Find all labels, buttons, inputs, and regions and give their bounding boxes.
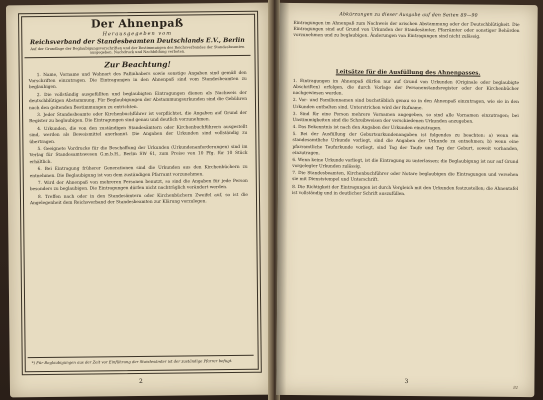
page-title: Der Ahnenpaß — [90, 16, 184, 31]
paragraph: 1. Name, Vorname und Wohnort des Paßinhabers sowie sonstige Angaben sind gemäß den Vorschriften einzutragen. Die Eintragungen in den Ahnenpaß sind vom Standesbeamten zu beglaubigen. — [28, 70, 247, 91]
paragraph: 5. Geeignete Vordrucke für die Beschaffung der Urkunden (Urkundenanforderungen) sind im Verlag für Standesamtswesen G.m.b.H., Berlin SW 61, zum Preise von 10 Pfg. für 10 Stück erhältlich. — [29, 145, 248, 165]
paragraph: 4. Urkunden, die von den zuständigen Standesämtern oder Kirchenbuchführern ausgestellt sind, werden als Beweismittel anerkannt. Die Angaben der Urkunden sind vollständig zu übertragen. — [29, 124, 248, 145]
right-page — [276, 3, 537, 397]
paragraph: 2. Die vollständig ausgefüllten und beglaubigten Eintragungen dienen als Nachweis der deutschblütigen Abstammung. Für Beglaubigungen der Abstammungsurkunden sind die Gebühren nach den geltenden Bestimmungen zu entrichten. — [28, 90, 247, 111]
section-title: Zur Beachtung! — [104, 59, 171, 70]
publisher-note: Auf der Grundlage der Beglaubigungsvorschriften und der Bestimmungen des Reichsverbandes der Standesbeamten ausgegeben. Nachdruck und Nachbildung verboten. — [30, 44, 245, 55]
intro-text: Eintragungen im Ahnenpaß zum Nachweis der arischen Abstammung oder der Deutschblütigkeit. Die Eintragungen sind auf Grund von Urkunden der Standesämter, Pfarrämter oder sonstiger Behörden vorzunehmen und zu beglaubigen. Änderungen von Eintragungen sind nicht zulässig. — [293, 21, 520, 40]
paragraph: 8. Die Richtigkeit der Eintragungen ist durch Vergleich mit den Urkunden festzustellen; die Ahnentafel ist vollständig und in deutlicher Schrift auszufüllen. — [292, 184, 519, 197]
left-page — [6, 3, 272, 398]
page-stamp: 81 — [513, 384, 519, 390]
paragraph: 7. Die Standesbeamten, Kirchenbuchführer oder Notare beglaubigen die Eintragungen und versehen sie mit Dienststempel und Unterschrift. — [292, 171, 519, 184]
paragraph: 3. Sind für eine Person mehrere Vornamen angegeben, so sind alle Vornamen einzutragen; bei Unstimmigkeiten sind die Schreibweisen der verschiedenen Urkunden anzugeben. — [292, 111, 519, 125]
guidelines-title: Leitsätze für die Ausfüllung des Ahnenpasses. — [335, 69, 481, 77]
paragraph: 7. Wird der Ahnenpaß von mehreren Personen benutzt, so sind die Angaben für jede Person besonders zu beglaubigen. Die Eintragungen dürfen nicht nachträglich verändert werden. — [29, 179, 248, 193]
gutter-shadow — [276, 3, 289, 397]
footnote: *) Für Beglaubigungen aus der Zeit vor Einführung der Standesämter ist der zuständige Pfarrer befugt. — [31, 358, 233, 366]
publisher-name: Reichsverband der Standesbeamten Deutschlands E.V., Berlin — [29, 36, 245, 47]
paragraph: 5. Bei der Ausfüllung der Geburtsurkundenangaben ist folgendes zu beachten: a) wenn ein standesamtliche Urkunde vorliegt, sind die Angaben der Urkunde zu entnehmen; b) wenn eine pfarramtliche Taufurkunde vorliegt, sind Tag der Taufe und Tag der Geburt, soweit vorhanden, einzutragen. — [292, 132, 519, 156]
paragraph: 6. Wenn keine Urkunde vorliegt, ist die Eintragung zu unterlassen; die Beglaubigung ist nur auf Grund vorgelegter Urkunden zulässig. — [292, 157, 519, 170]
paragraph: 4. Das Bekenntnis ist nach den Angaben der Urkunden einzutragen. — [292, 125, 442, 132]
page-number: 3 — [404, 377, 409, 386]
instructions-text — [29, 71, 248, 209]
publisher-line: Herausgegeben vom — [102, 30, 172, 38]
page-header: Abkürzungen zu dieser Ausgabe auf den Seiten 89—90 — [339, 12, 478, 19]
paragraph: 2. Vor- und Familiennamen sind buchstäblich genau so in den Ahnenpaß einzutragen, wie sie in den Urkunden enthalten sind. Unterstrichen wird der Rufname. — [292, 98, 519, 111]
page-number: 2 — [138, 377, 143, 386]
paragraph: 1. Eintragungen im Ahnenpaß dürfen nur auf Grund von Urkunden (Originale oder beglaubigte Abschriften) erfolgen, die durch Vorlage der Personenstandsregister oder der Kirchenbücher nachgewiesen werden. — [292, 79, 520, 97]
paragraph: 3. Jeder Standesbeamte oder Kirchenbuchführer ist verpflichtet, die Angaben auf Grund der Register zu beglaubigen. Die Eintragungen sind genau und deutlich vorzunehmen. — [29, 111, 248, 125]
paragraph: 8. Treffen nach oder in den Standesämtern oder Kirchenbüchern Zweifel auf, so ist die Angelegenheit dem Reichsverband der Standesbeamten zur Klärung vorzulegen. — [30, 193, 248, 207]
guidelines-text — [292, 79, 519, 200]
paragraph: 6. Bei Eintragung früherer Generationen sind die Urkunden aus den Kirchenbüchern zu entnehmen. Die Beglaubigung ist von dem zuständigen Pfarramt vorzunehmen. — [29, 165, 248, 179]
